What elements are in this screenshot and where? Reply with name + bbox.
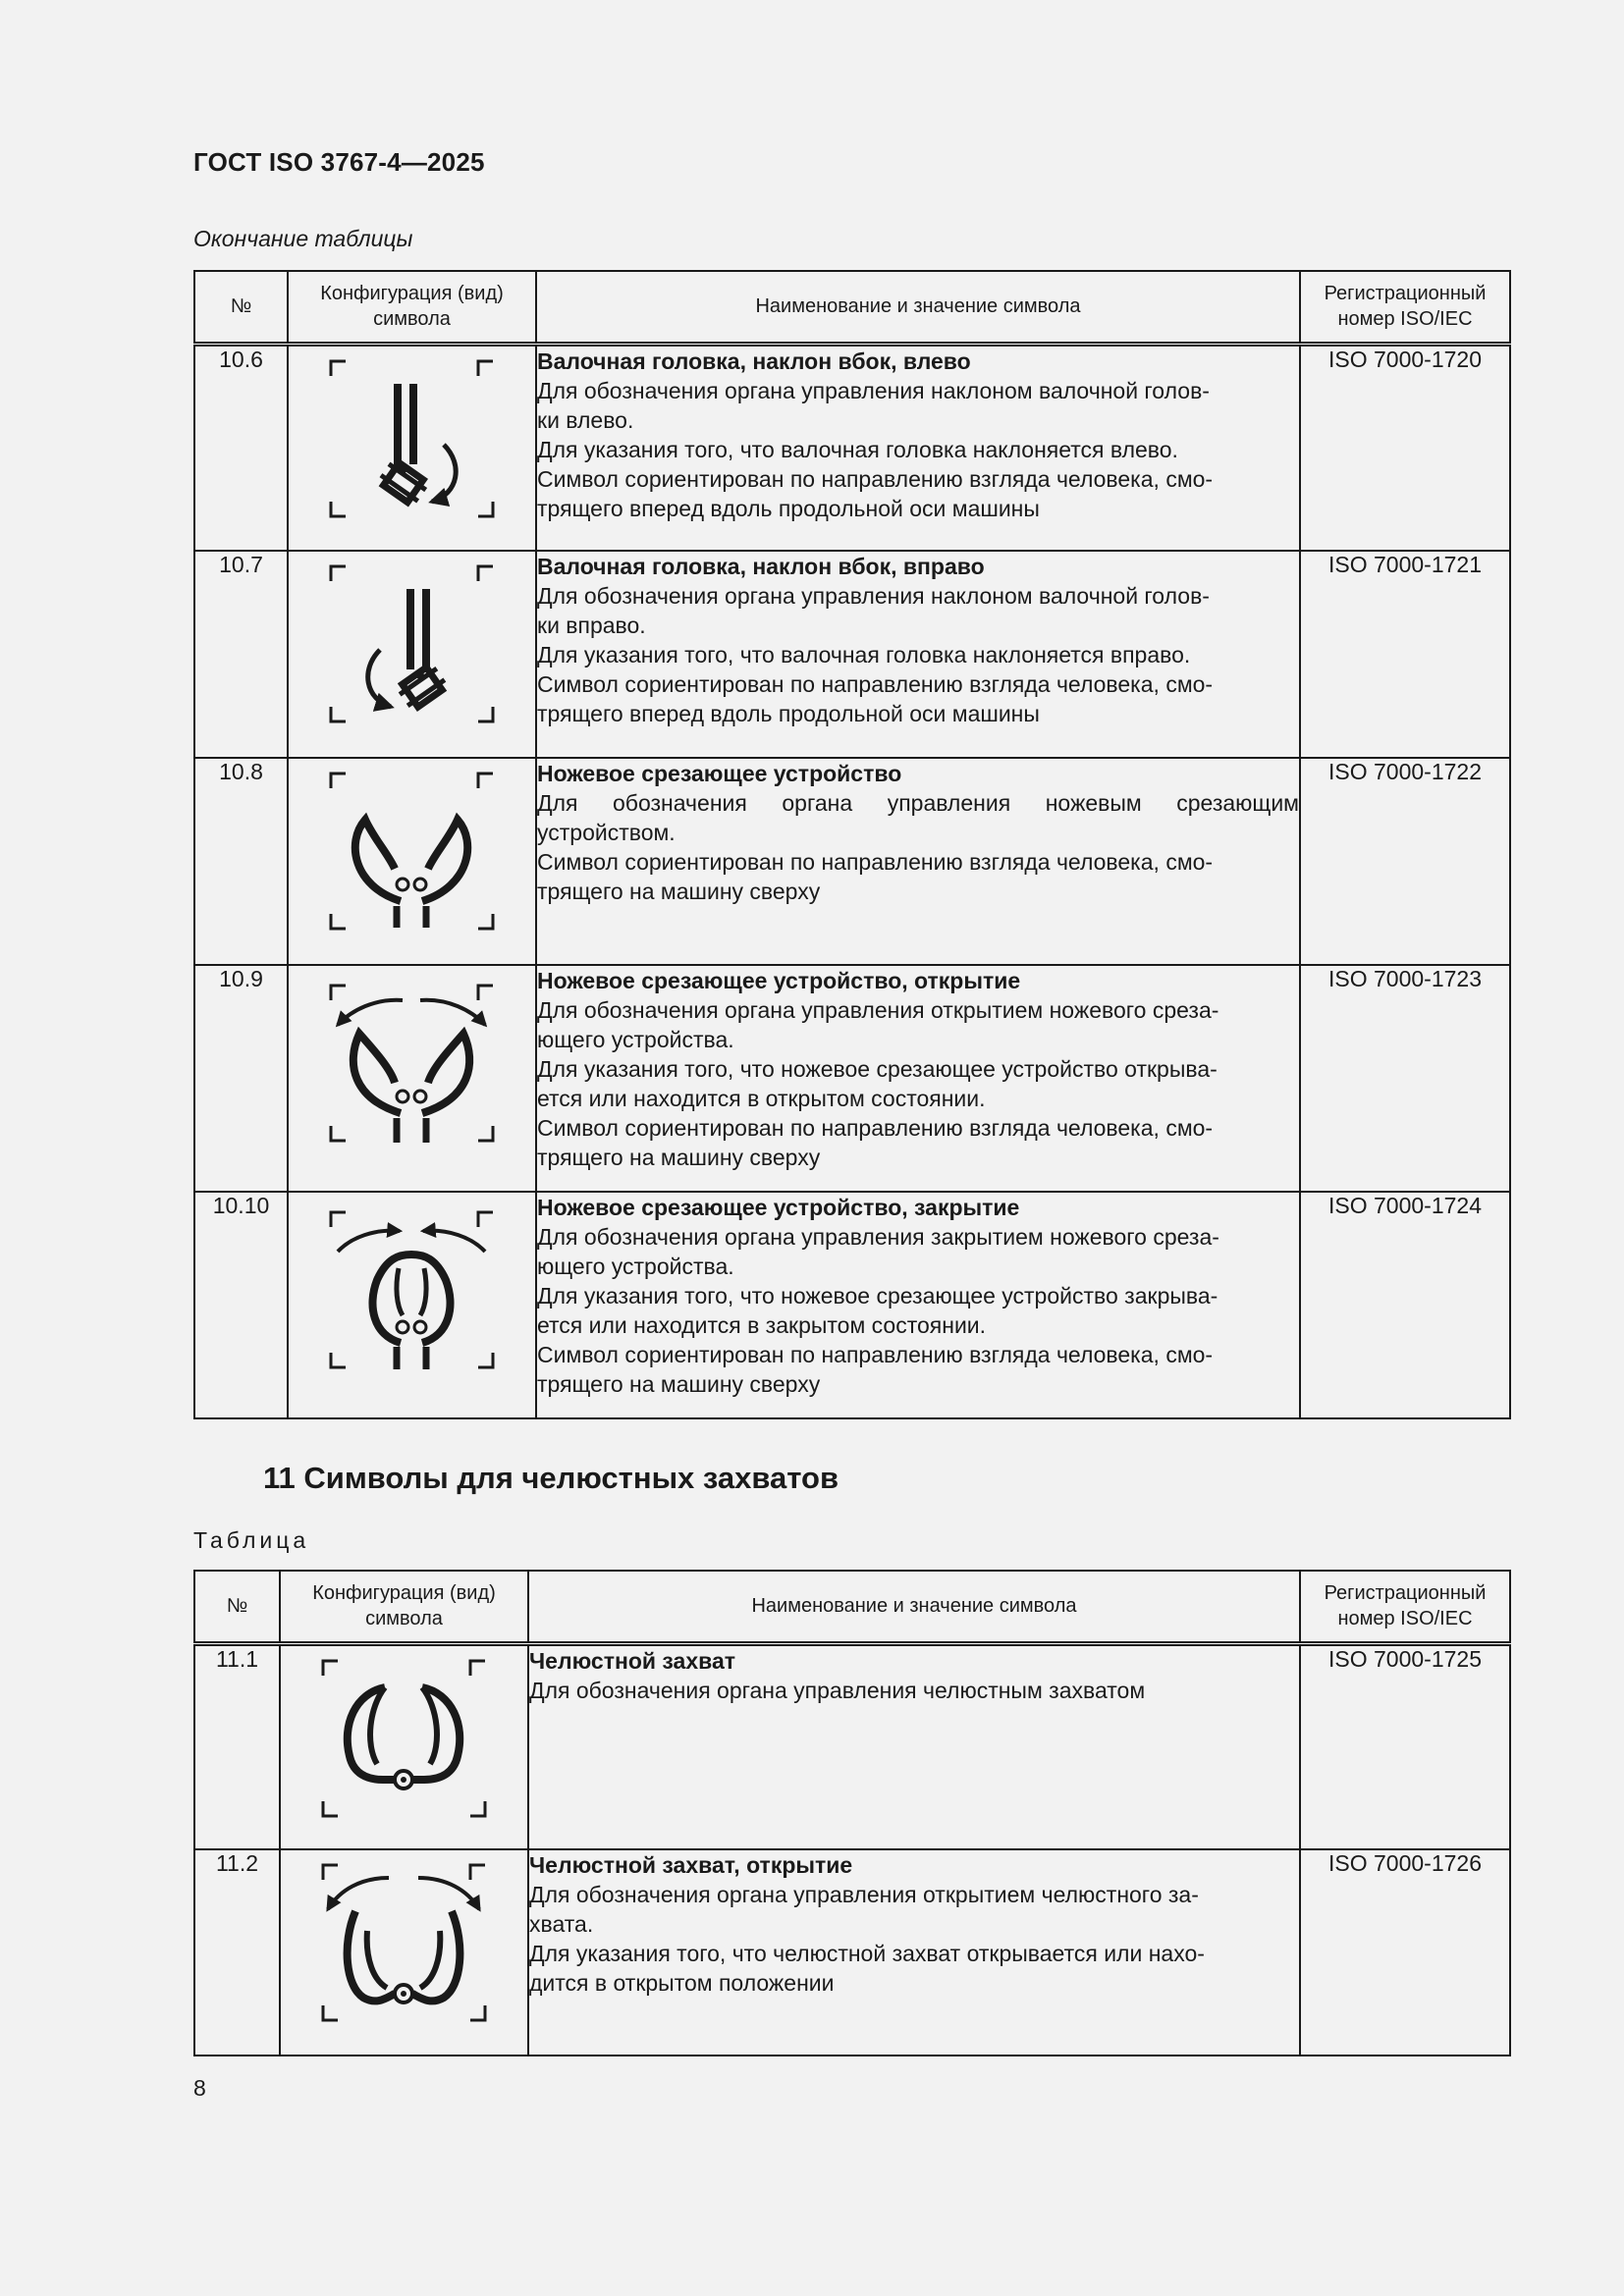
symbol-description: Для обозначения органа управления открытием челюстного за- хвата. Для указания того, что челюстной захват открывается или нахо- дится в открытом положении (529, 1882, 1205, 1996)
table-continuation-label: Окончание таблицы (193, 226, 413, 251)
table-header-row (194, 1571, 1510, 1643)
registration-number: ISO 7000-1721 (1300, 551, 1510, 758)
symbol-name: Ножевое срезающее устройство, открытие (537, 968, 1021, 993)
document-code: ГОСТ ISO 3767-4—2025 (193, 147, 485, 177)
shear-cutting-device-icon (316, 759, 508, 945)
table-row (194, 344, 1510, 551)
symbols-table-jaw-grapples (193, 1570, 1511, 2056)
symbol-name: Валочная головка, наклон вбок, влево (537, 347, 971, 374)
table-row (194, 1192, 1510, 1418)
header-reg: Регистрационный номер ISO/IEC (1300, 1571, 1510, 1643)
table-row (194, 551, 1510, 758)
page-number: 8 (193, 2075, 206, 2101)
shear-cutting-device-close-icon (316, 1193, 508, 1389)
registration-number: ISO 7000-1722 (1300, 758, 1510, 965)
symbol-name: Челюстной захват (529, 1647, 736, 1674)
row-number: 10.7 (194, 551, 288, 758)
section-title: 11 Символы для челюстных захватов (263, 1461, 839, 1495)
header-name: Наименование и значение символа (528, 1571, 1300, 1643)
row-number: 10.9 (194, 965, 288, 1192)
row-number: 11.2 (194, 1849, 280, 2056)
symbol-name: Валочная головка, наклон вбок, вправо (537, 554, 985, 579)
registration-number: ISO 7000-1723 (1300, 965, 1510, 1192)
registration-number: ISO 7000-1725 (1300, 1643, 1510, 1849)
header-reg: Регистрационный номер ISO/IEC (1300, 271, 1510, 344)
symbol-name: Ножевое срезающее устройство (537, 761, 902, 786)
table-row (194, 758, 1510, 965)
felling-head-tilt-left-icon (316, 347, 508, 533)
symbol-name: Ножевое срезающее устройство, закрытие (537, 1195, 1020, 1220)
felling-head-tilt-right-icon (316, 552, 508, 738)
jaw-grapple-icon (308, 1646, 500, 1833)
header-num: № (194, 271, 288, 344)
table-row (194, 1849, 1510, 2056)
symbol-description: Для обозначения органа управления наклоном валочной голов- ки влево. Для указания того, что валочная головка наклоняется влево. Символ сориентирован по направлению взгляда человека, смо- трящего вперед вдоль продольной оси машины (537, 377, 1214, 521)
row-number: 10.8 (194, 758, 288, 965)
symbol-description: Для обозначения органа управления ножевым срезающим устройством. Символ сориентирован по направлению взгляда человека, смо- трящего на машину сверху (537, 790, 1299, 904)
symbols-table-continued (193, 270, 1511, 1419)
symbol-description: Для обозначения органа управления открытием ножевого среза- ющего устройства. Для указания того, что ножевое срезающее устройство открыва- ется или находится в открытом состоянии. Символ сориентирован по направлению взгляда человека, смо- трящего на машину сверху (537, 997, 1219, 1170)
registration-number: ISO 7000-1726 (1300, 1849, 1510, 2056)
registration-number: ISO 7000-1720 (1300, 344, 1510, 551)
row-number: 10.10 (194, 1192, 288, 1418)
symbol-description: Для обозначения органа управления закрытием ножевого среза- ющего устройства. Для указания того, что ножевое срезающее устройство закрыва- ется или находится в закрытом состоянии. Символ сориентирован по направлению взгляда человека, смо- трящего на машину сверху (537, 1224, 1219, 1397)
table-label: Таблица (193, 1527, 310, 1553)
row-number: 10.6 (194, 344, 288, 551)
table-row (194, 1643, 1510, 1849)
shear-cutting-device-open-icon (316, 966, 508, 1162)
table-row (194, 965, 1510, 1192)
header-config: Конфигурация (вид) символа (288, 271, 536, 344)
jaw-grapple-open-icon (308, 1850, 500, 2037)
symbol-name: Челюстной захват, открытие (529, 1852, 853, 1878)
table-header-row (194, 271, 1510, 344)
registration-number: ISO 7000-1724 (1300, 1192, 1510, 1418)
header-config: Конфигурация (вид) символа (280, 1571, 528, 1643)
row-number: 11.1 (194, 1643, 280, 1849)
symbol-description: Для обозначения органа управления челюстным захватом (529, 1677, 1146, 1703)
symbol-description: Для обозначения органа управления наклоном валочной голов- ки вправо. Для указания того, что валочная головка наклоняется вправо. Символ сориентирован по направлению взгляда человека, смо- трящего вперед вдоль продольной оси машины (537, 583, 1214, 726)
header-num: № (194, 1571, 280, 1643)
header-name: Наименование и значение символа (536, 271, 1300, 344)
